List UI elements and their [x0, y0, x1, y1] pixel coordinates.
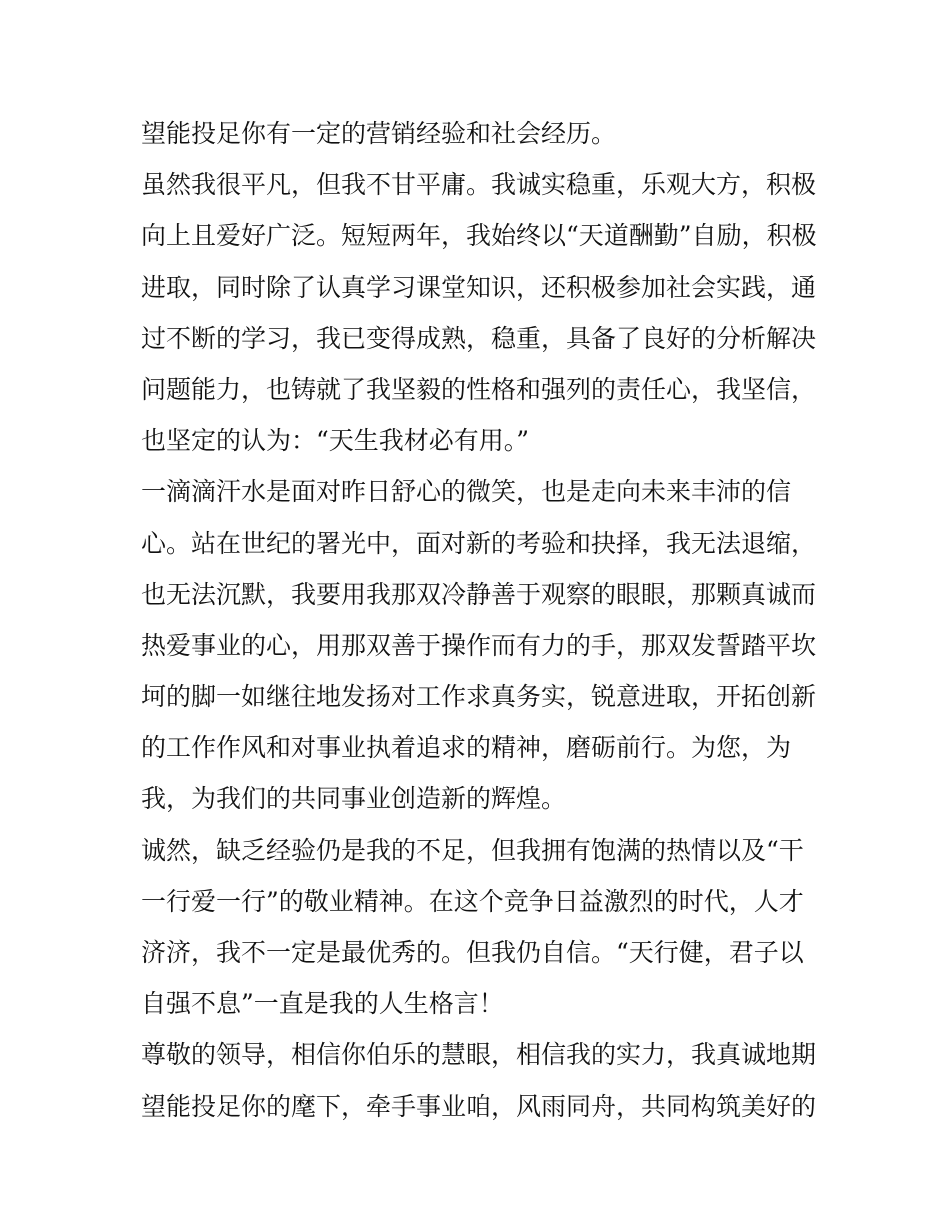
text-line: 一滴滴汗水是面对昨日舒心的微笑，也是走向未来丰沛的信: [141, 477, 792, 507]
text-line: 我，为我们的共同事业创造新的辉煌。: [141, 784, 567, 814]
text-line: 坷的脚一如继往地发扬对工作求真务实，锐意进取，开拓创新: [141, 682, 817, 712]
text-line: 心。站在世纪的署光中，面对新的考验和抉择，我无法退缩，: [141, 528, 817, 558]
text-line: 一行爱一行”的敬业精神。在这个竞争日益激烈的时代，人才: [141, 886, 804, 916]
text-line: 诚然，缺乏经验仍是我的不足，但我拥有饱满的热情以及“干: [141, 835, 804, 865]
text-line: 热爱事业的心，用那双善于操作而有力的手，那双发誓踏平坎: [141, 630, 817, 660]
text-line: 望能投足你有一定的营销经验和社会经历。: [141, 119, 617, 148]
text-line: 的工作作风和对事业执着追求的精神，磨砺前行。为您，为: [141, 733, 792, 763]
text-line: 问题能力，也铸就了我坚毅的性格和强列的责任心，我坚信，: [141, 374, 817, 404]
document-body: [141, 108, 821, 1132]
text-line: 尊敬的领导，相信你伯乐的慧眼，相信我的实力，我真诚地期: [141, 1040, 817, 1070]
text-line: 进取，同时除了认真学习课堂知识，还积极参加社会实践，通: [141, 272, 817, 302]
text-line: 也坚定的认为：“天生我材必有用。”: [141, 426, 530, 456]
text-line: 自强不息”一直是我的人生格言！: [141, 989, 504, 1019]
text-line: 济济，我不一定是最优秀的。但我仍自信。“天行健，君子以: [141, 938, 804, 967]
text-line: 也无法沉默，我要用我那双冷静善于观察的眼眼，那颗真诚而: [141, 579, 817, 609]
text-line: 过不断的学习，我已变得成熟，稳重，具备了良好的分析解决: [141, 323, 817, 353]
text-line: 虽然我很平凡，但我不甘平庸。我诚实稳重，乐观大方，积极: [141, 170, 817, 200]
text-line: 望能投足你的麾下，牵手事业咱，风雨同舟，共同构筑美好的: [141, 1091, 817, 1121]
text-line: 向上且爱好广泛。短短两年，我始终以“天道酬勤”自励，积极: [141, 221, 817, 251]
